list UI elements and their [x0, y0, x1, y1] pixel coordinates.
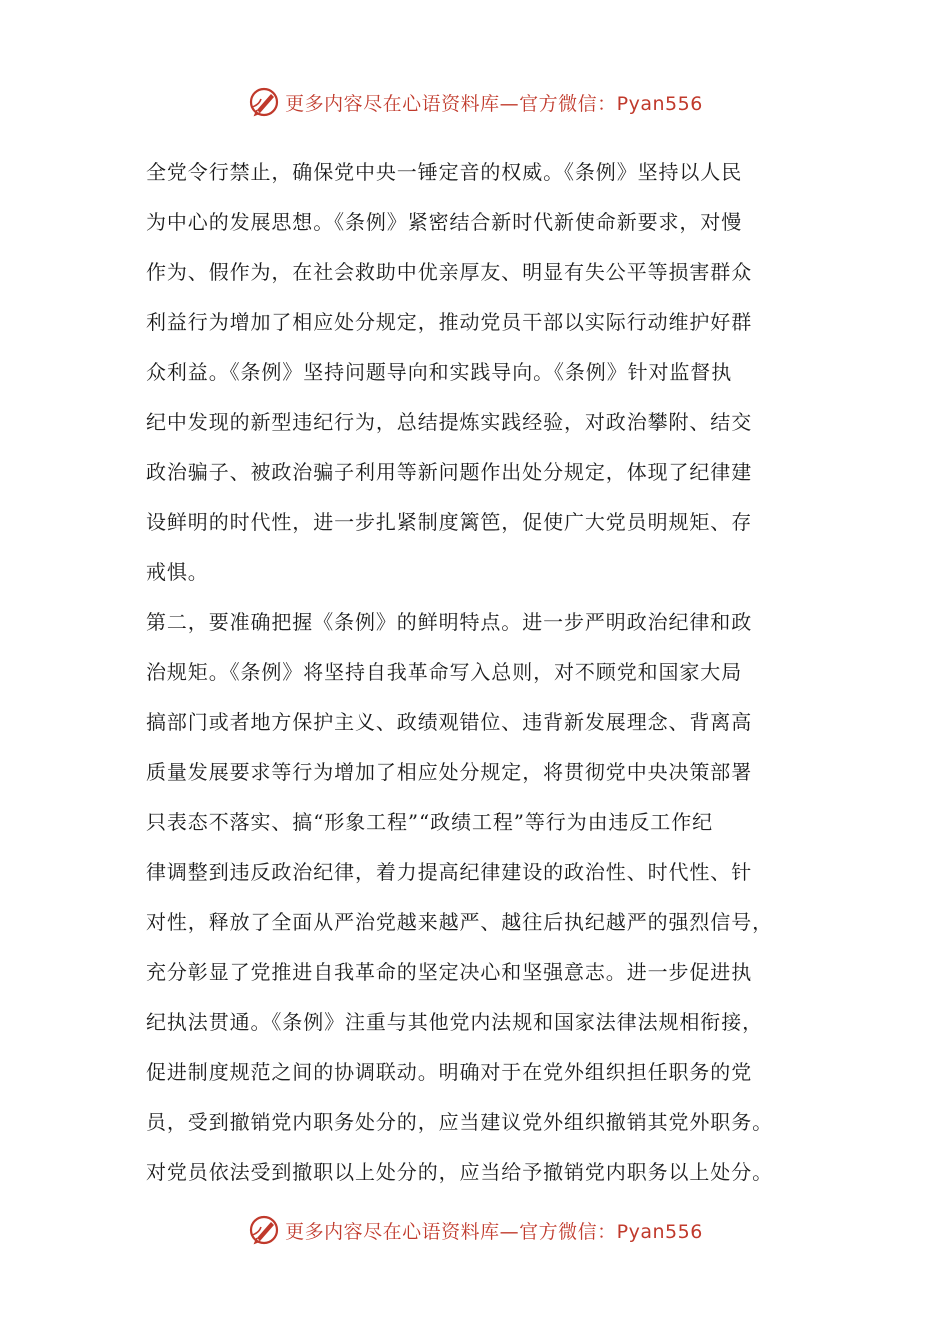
text-line: 作为、假作为，在社会救助中优亲厚友、明显有失公平等损害群众 [146, 260, 753, 284]
footer-banner [0, 1210, 950, 1250]
document-body [146, 147, 836, 1197]
text-line: 设鲜明的时代性，进一步扎紧制度篱笆，促使广大党员明规矩、存 [146, 510, 753, 534]
text-line: 纪中发现的新型违纪行为，总结提炼实践经验，对政治攀附、结交 [146, 410, 753, 434]
text-line: 戒惧。 [146, 560, 209, 584]
text-line: 促进制度规范之间的协调联动。明确对于在党外组织担任职务的党 [146, 1060, 753, 1084]
text-line: 质量发展要求等行为增加了相应处分规定，将贯彻党中央决策部署 [146, 760, 753, 784]
text-line: 第二，要准确把握《条例》的鲜明特点。进一步严明政治纪律和政 [146, 610, 753, 634]
text-line: 对性，释放了全面从严治党越来越严、越往后执纪越严的强烈信号， [146, 910, 773, 934]
text-line: 治规矩。《条例》将坚持自我革命写入总则，对不顾党和国家大局 [146, 660, 743, 684]
text-line: 为中心的发展思想。《条例》紧密结合新时代新使命新要求，对慢 [146, 210, 743, 234]
text-line: 充分彰显了党推进自我革命的坚定决心和坚强意志。进一步促进执 [146, 960, 753, 984]
text-line: 对党员依法受到撤职以上处分的，应当给予撤销党内职务以上处分。 [146, 1160, 773, 1184]
text-line: 律调整到违反政治纪律，着力提高纪律建设的政治性、时代性、针 [146, 860, 753, 884]
banner-text: 更多内容尽在心语资料库—官方微信：Pyan556 [285, 1220, 703, 1243]
text-line: 全党令行禁止，确保党中央一锤定音的权威。《条例》坚持以人民 [146, 160, 743, 184]
pen-logo-icon [247, 85, 281, 119]
text-line: 纪执法贯通。《条例》注重与其他党内法规和国家法律法规相衔接， [146, 1010, 763, 1034]
text-line: 搞部门或者地方保护主义、政绩观错位、违背新发展理念、背离高 [146, 710, 753, 734]
header-banner [0, 82, 950, 122]
text-line: 众利益。《条例》坚持问题导向和实践导向。《条例》针对监督执 [146, 360, 733, 384]
text-line: 只表态不落实、搞“形象工程”“政绩工程”等行为由违反工作纪 [146, 810, 713, 834]
pen-logo-icon [247, 1213, 281, 1247]
text-line: 利益行为增加了相应处分规定，推动党员干部以实际行动维护好群 [146, 310, 753, 334]
banner-text: 更多内容尽在心语资料库—官方微信：Pyan556 [285, 92, 703, 115]
text-line: 政治骗子、被政治骗子利用等新问题作出处分规定，体现了纪律建 [146, 460, 753, 484]
text-line: 员，受到撤销党内职务处分的，应当建议党外组织撤销其党外职务。 [146, 1110, 773, 1134]
